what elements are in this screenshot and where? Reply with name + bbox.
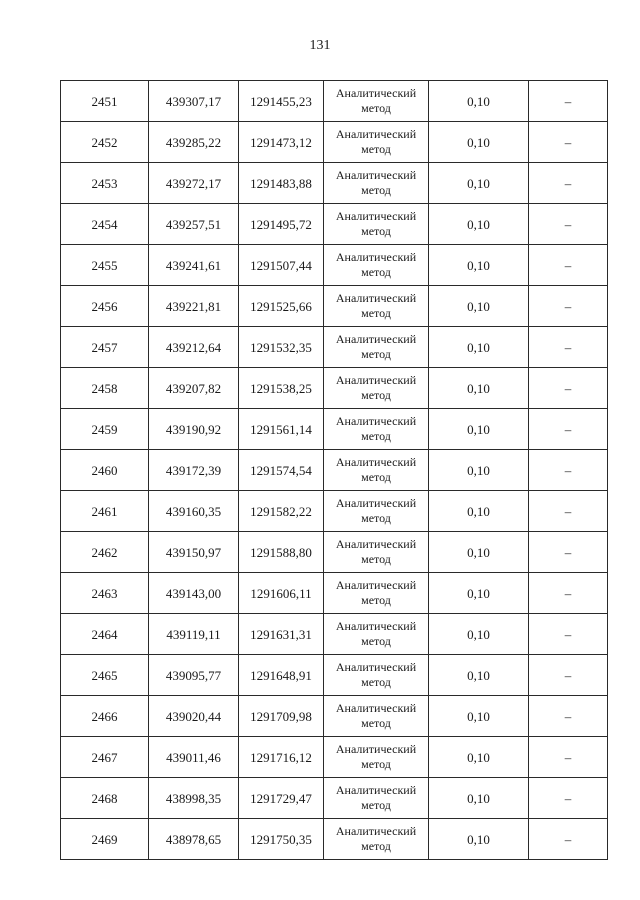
method-cell	[324, 122, 429, 163]
point-number-cell: 2453	[61, 163, 149, 204]
note-cell: –	[529, 450, 608, 491]
method-line-2: метод	[361, 470, 391, 484]
point-number-cell: 2462	[61, 532, 149, 573]
point-number-cell: 2458	[61, 368, 149, 409]
x-coordinate-cell: 439212,64	[149, 327, 239, 368]
note-cell: –	[529, 286, 608, 327]
accuracy-cell: 0,10	[429, 327, 529, 368]
x-coordinate-cell: 439221,81	[149, 286, 239, 327]
x-coordinate-cell: 439143,00	[149, 573, 239, 614]
accuracy-cell: 0,10	[429, 737, 529, 778]
coordinates-table-body	[61, 81, 608, 860]
table-row	[61, 204, 608, 245]
note-cell: –	[529, 327, 608, 368]
accuracy-cell: 0,10	[429, 532, 529, 573]
method-line-2: метод	[361, 798, 391, 812]
x-coordinate-cell: 439119,11	[149, 614, 239, 655]
point-number-cell: 2466	[61, 696, 149, 737]
note-cell: –	[529, 737, 608, 778]
point-number-cell: 2469	[61, 819, 149, 860]
accuracy-cell: 0,10	[429, 491, 529, 532]
x-coordinate-cell: 439011,46	[149, 737, 239, 778]
y-coordinate-cell: 1291582,22	[239, 491, 324, 532]
accuracy-cell: 0,10	[429, 573, 529, 614]
note-cell: –	[529, 204, 608, 245]
method-cell	[324, 655, 429, 696]
y-coordinate-cell: 1291507,44	[239, 245, 324, 286]
x-coordinate-cell: 439272,17	[149, 163, 239, 204]
method-line-2: метод	[361, 265, 391, 279]
point-number-cell: 2459	[61, 409, 149, 450]
note-cell: –	[529, 614, 608, 655]
method-cell	[324, 778, 429, 819]
note-cell: –	[529, 819, 608, 860]
table-row	[61, 573, 608, 614]
y-coordinate-cell: 1291525,66	[239, 286, 324, 327]
method-line-1: Аналитический	[335, 742, 417, 756]
x-coordinate-cell: 438978,65	[149, 819, 239, 860]
note-cell: –	[529, 655, 608, 696]
y-coordinate-cell: 1291495,72	[239, 204, 324, 245]
method-line-2: метод	[361, 224, 391, 238]
method-line-2: метод	[361, 552, 391, 566]
method-line-1: Аналитический	[335, 619, 417, 633]
table-row	[61, 491, 608, 532]
method-line-2: метод	[361, 347, 391, 361]
note-cell: –	[529, 163, 608, 204]
y-coordinate-cell: 1291532,35	[239, 327, 324, 368]
method-line-1: Аналитический	[335, 537, 417, 551]
accuracy-cell: 0,10	[429, 204, 529, 245]
x-coordinate-cell: 439257,51	[149, 204, 239, 245]
method-cell	[324, 327, 429, 368]
accuracy-cell: 0,10	[429, 286, 529, 327]
x-coordinate-cell: 439160,35	[149, 491, 239, 532]
method-cell	[324, 614, 429, 655]
y-coordinate-cell: 1291729,47	[239, 778, 324, 819]
table-row	[61, 655, 608, 696]
x-coordinate-cell: 439241,61	[149, 245, 239, 286]
method-line-2: метод	[361, 634, 391, 648]
method-line-2: метод	[361, 675, 391, 689]
table-row	[61, 286, 608, 327]
method-line-2: метод	[361, 716, 391, 730]
y-coordinate-cell: 1291483,88	[239, 163, 324, 204]
method-line-1: Аналитический	[335, 332, 417, 346]
point-number-cell: 2456	[61, 286, 149, 327]
accuracy-cell: 0,10	[429, 819, 529, 860]
accuracy-cell: 0,10	[429, 696, 529, 737]
method-cell	[324, 81, 429, 122]
point-number-cell: 2467	[61, 737, 149, 778]
note-cell: –	[529, 409, 608, 450]
note-cell: –	[529, 81, 608, 122]
y-coordinate-cell: 1291455,23	[239, 81, 324, 122]
method-line-1: Аналитический	[335, 209, 417, 223]
table-row	[61, 532, 608, 573]
point-number-cell: 2452	[61, 122, 149, 163]
accuracy-cell: 0,10	[429, 409, 529, 450]
y-coordinate-cell: 1291709,98	[239, 696, 324, 737]
table-row	[61, 163, 608, 204]
point-number-cell: 2451	[61, 81, 149, 122]
note-cell: –	[529, 368, 608, 409]
table-row	[61, 122, 608, 163]
method-line-1: Аналитический	[335, 250, 417, 264]
point-number-cell: 2457	[61, 327, 149, 368]
method-line-1: Аналитический	[335, 701, 417, 715]
method-line-1: Аналитический	[335, 373, 417, 387]
method-line-1: Аналитический	[335, 86, 417, 100]
method-cell	[324, 737, 429, 778]
method-line-2: метод	[361, 839, 391, 853]
y-coordinate-cell: 1291606,11	[239, 573, 324, 614]
method-line-2: метод	[361, 388, 391, 402]
method-line-1: Аналитический	[335, 168, 417, 182]
method-line-1: Аналитический	[335, 291, 417, 305]
method-line-2: метод	[361, 593, 391, 607]
method-cell	[324, 245, 429, 286]
method-line-2: метод	[361, 429, 391, 443]
method-line-2: метод	[361, 183, 391, 197]
x-coordinate-cell: 439285,22	[149, 122, 239, 163]
note-cell: –	[529, 245, 608, 286]
point-number-cell: 2468	[61, 778, 149, 819]
method-line-2: метод	[361, 142, 391, 156]
method-cell	[324, 163, 429, 204]
method-cell	[324, 696, 429, 737]
point-number-cell: 2465	[61, 655, 149, 696]
note-cell: –	[529, 532, 608, 573]
accuracy-cell: 0,10	[429, 163, 529, 204]
method-line-1: Аналитический	[335, 824, 417, 838]
x-coordinate-cell: 439190,92	[149, 409, 239, 450]
accuracy-cell: 0,10	[429, 122, 529, 163]
page-number: 131	[309, 38, 331, 53]
table-row	[61, 614, 608, 655]
method-line-1: Аналитический	[335, 578, 417, 592]
table-row	[61, 696, 608, 737]
method-line-2: метод	[361, 511, 391, 525]
method-line-1: Аналитический	[335, 414, 417, 428]
method-cell	[324, 409, 429, 450]
method-line-1: Аналитический	[335, 455, 417, 469]
x-coordinate-cell: 439095,77	[149, 655, 239, 696]
table-row	[61, 81, 608, 122]
accuracy-cell: 0,10	[429, 614, 529, 655]
y-coordinate-cell: 1291574,54	[239, 450, 324, 491]
table-row	[61, 819, 608, 860]
table-row	[61, 327, 608, 368]
note-cell: –	[529, 573, 608, 614]
method-cell	[324, 573, 429, 614]
method-line-2: метод	[361, 101, 391, 115]
method-cell	[324, 491, 429, 532]
method-cell	[324, 819, 429, 860]
x-coordinate-cell: 439307,17	[149, 81, 239, 122]
method-line-1: Аналитический	[335, 783, 417, 797]
note-cell: –	[529, 122, 608, 163]
y-coordinate-cell: 1291538,25	[239, 368, 324, 409]
coordinates-table	[60, 80, 608, 860]
y-coordinate-cell: 1291473,12	[239, 122, 324, 163]
method-line-1: Аналитический	[335, 496, 417, 510]
table-row	[61, 368, 608, 409]
y-coordinate-cell: 1291631,31	[239, 614, 324, 655]
x-coordinate-cell: 438998,35	[149, 778, 239, 819]
point-number-cell: 2463	[61, 573, 149, 614]
note-cell: –	[529, 778, 608, 819]
x-coordinate-cell: 439150,97	[149, 532, 239, 573]
method-cell	[324, 286, 429, 327]
table-row	[61, 409, 608, 450]
table-row	[61, 737, 608, 778]
x-coordinate-cell: 439172,39	[149, 450, 239, 491]
accuracy-cell: 0,10	[429, 655, 529, 696]
accuracy-cell: 0,10	[429, 450, 529, 491]
method-line-2: метод	[361, 757, 391, 771]
method-line-1: Аналитический	[335, 660, 417, 674]
method-cell	[324, 532, 429, 573]
x-coordinate-cell: 439020,44	[149, 696, 239, 737]
accuracy-cell: 0,10	[429, 81, 529, 122]
y-coordinate-cell: 1291648,91	[239, 655, 324, 696]
note-cell: –	[529, 491, 608, 532]
note-cell: –	[529, 696, 608, 737]
point-number-cell: 2455	[61, 245, 149, 286]
point-number-cell: 2454	[61, 204, 149, 245]
accuracy-cell: 0,10	[429, 778, 529, 819]
x-coordinate-cell: 439207,82	[149, 368, 239, 409]
accuracy-cell: 0,10	[429, 245, 529, 286]
method-cell	[324, 368, 429, 409]
method-cell	[324, 450, 429, 491]
y-coordinate-cell: 1291561,14	[239, 409, 324, 450]
table-row	[61, 778, 608, 819]
point-number-cell: 2461	[61, 491, 149, 532]
y-coordinate-cell: 1291716,12	[239, 737, 324, 778]
accuracy-cell: 0,10	[429, 368, 529, 409]
method-cell	[324, 204, 429, 245]
method-line-1: Аналитический	[335, 127, 417, 141]
point-number-cell: 2460	[61, 450, 149, 491]
y-coordinate-cell: 1291588,80	[239, 532, 324, 573]
table-row	[61, 245, 608, 286]
method-line-2: метод	[361, 306, 391, 320]
table-row	[61, 450, 608, 491]
point-number-cell: 2464	[61, 614, 149, 655]
y-coordinate-cell: 1291750,35	[239, 819, 324, 860]
